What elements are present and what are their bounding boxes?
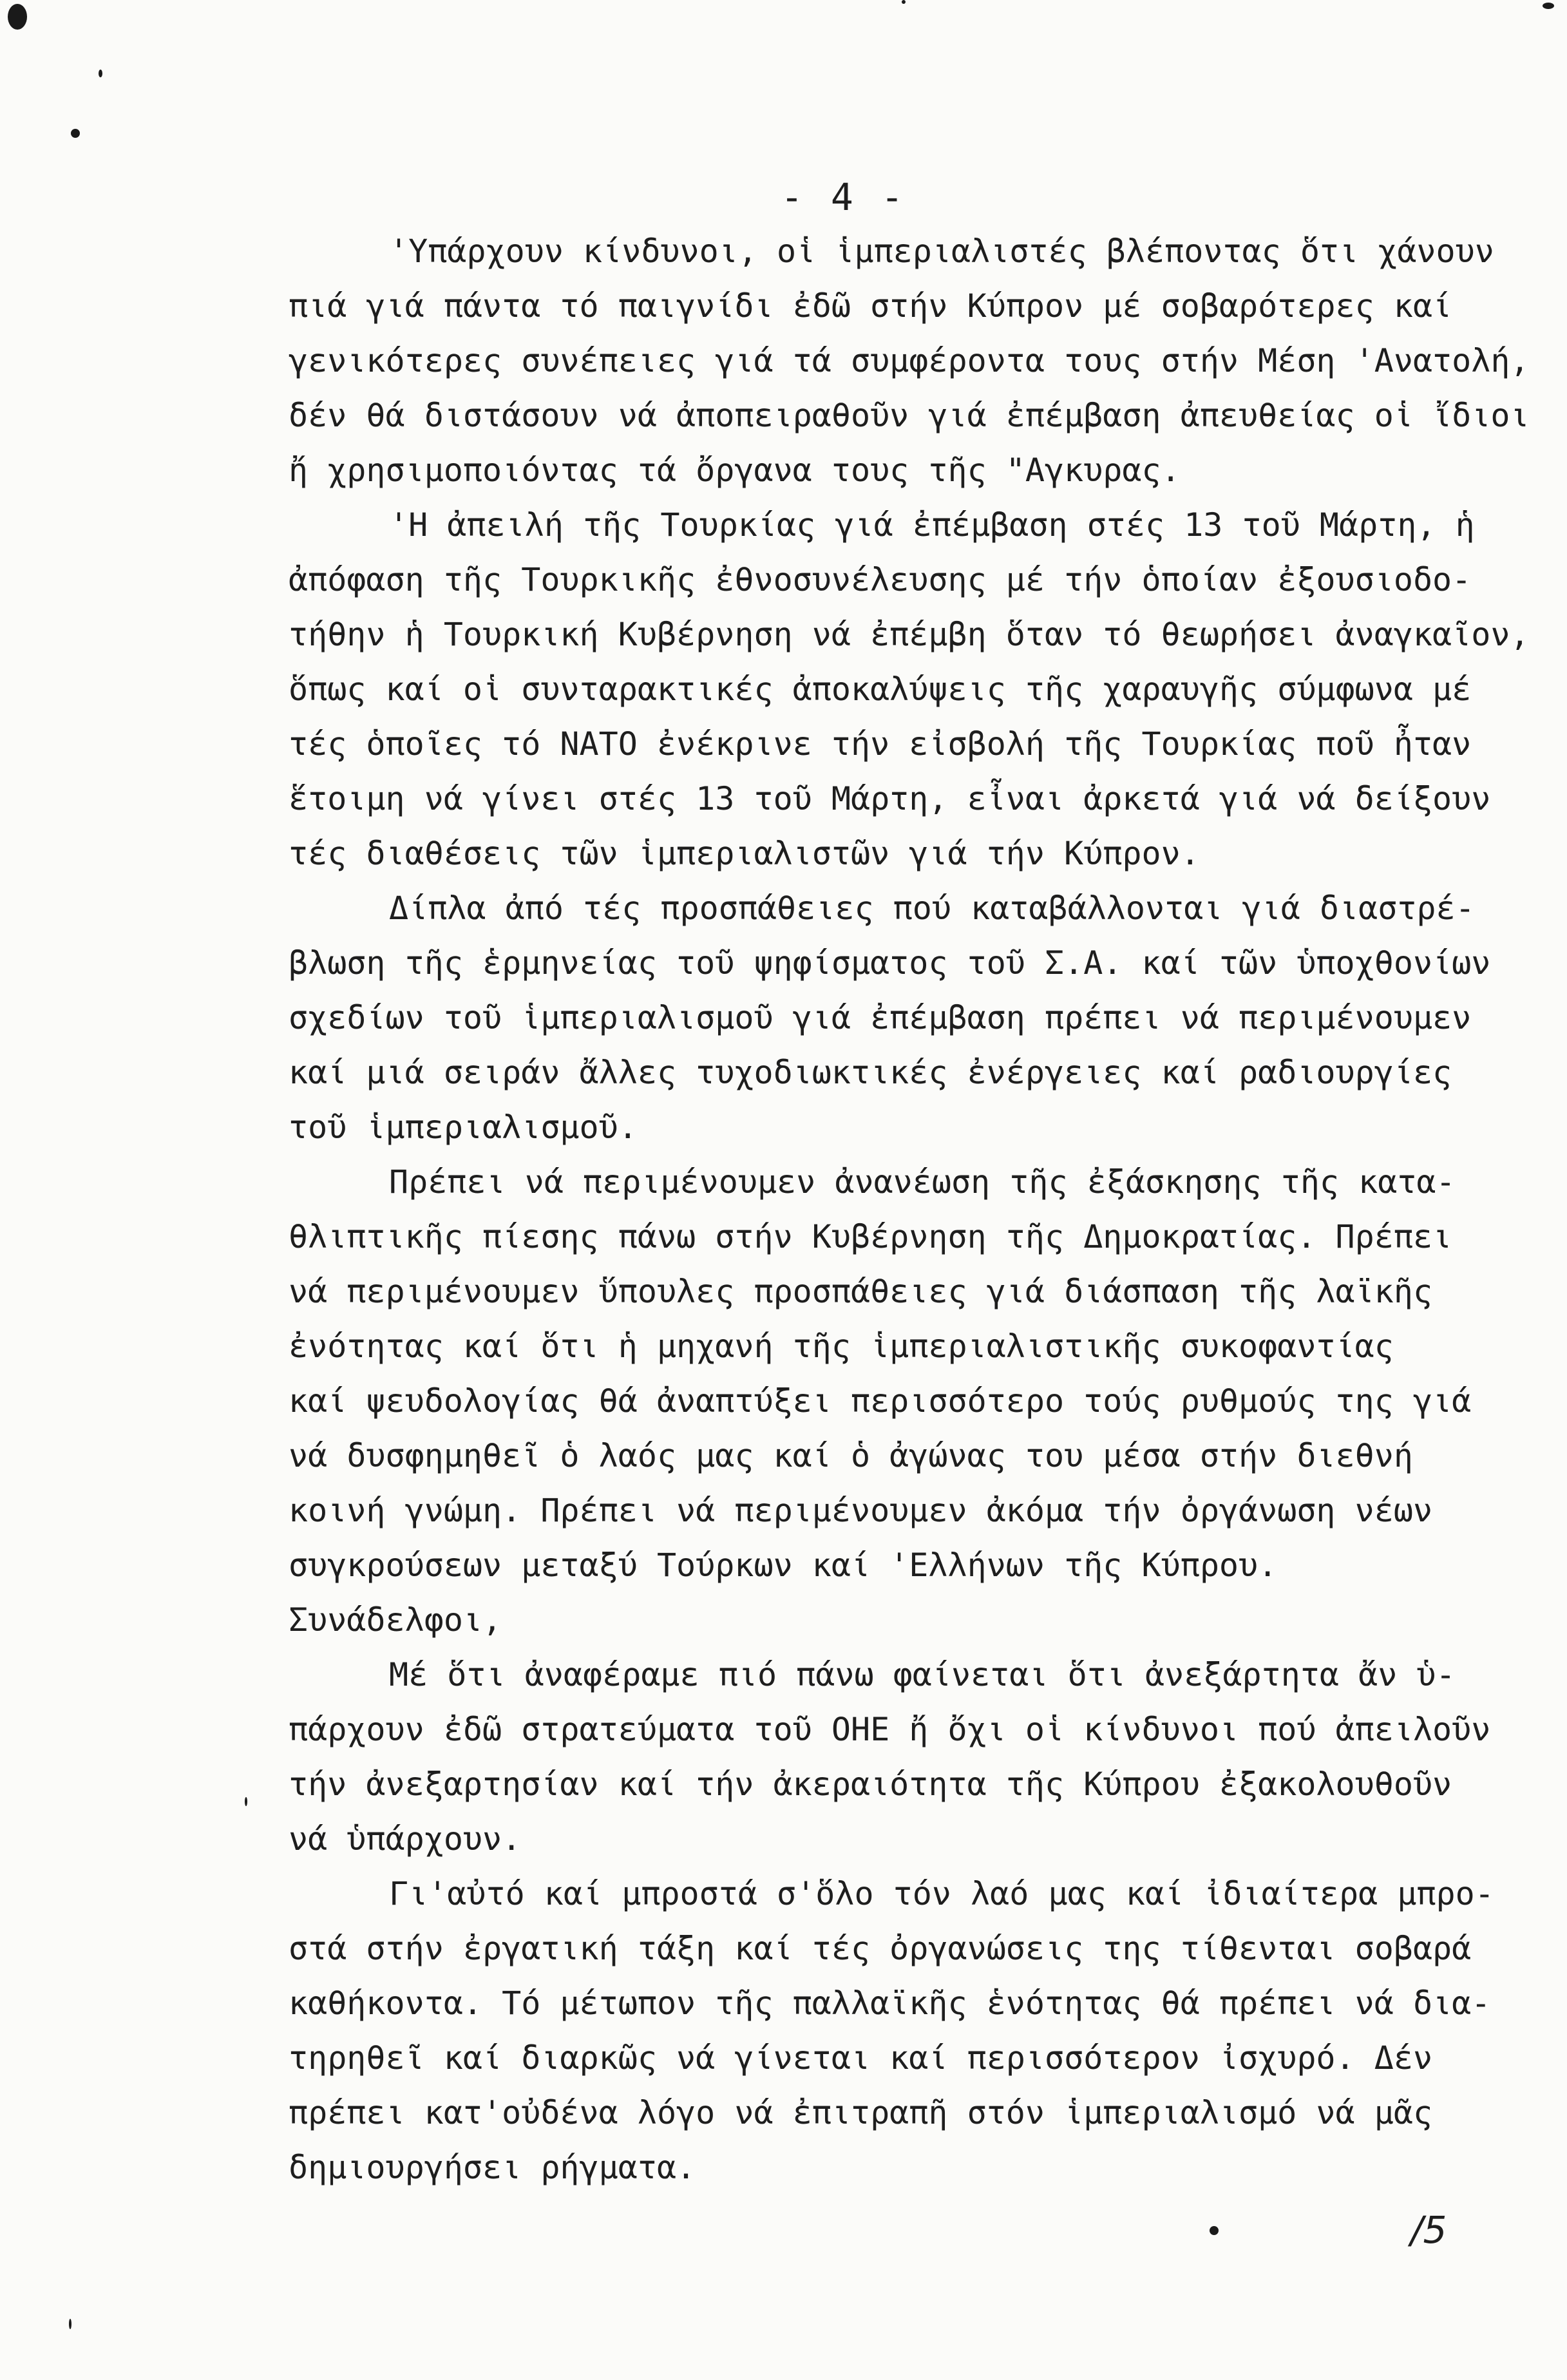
text-line: δέν θά διστάσουν νά ἀποπειραθοῦν γιά ἐπέμβαση ἀπευθείας οἱ ἴδιοι: [289, 397, 1530, 434]
text-line: Μέ ὅτι ἀναφέραμε πιό πάνω φαίνεται ὅτι ἀνεξάρτητα ἄν ὑ-: [389, 1656, 1456, 1693]
text-line: θλιπτικῆς πίεσης πάνω στήν Κυβέρνηση τῆς Δημοκρατίας. Πρέπει: [289, 1218, 1452, 1255]
text-line: ὅπως καί οἱ συνταρακτικές ἀποκαλύψεις τῆς χαραυγῆς σύμφωνα μέ: [289, 671, 1472, 708]
text-line: τήθην ἡ Τουρκική Κυβέρνηση νά ἐπέμβη ὅταν τό θεωρήσει ἀναγκαῖον,: [289, 616, 1530, 653]
text-line: νά δυσφημηθεῖ ὁ λαός μας καί ὁ ἀγώνας του μέσα στήν διεθνή: [289, 1437, 1413, 1474]
text-line: σχεδίων τοῦ ἱμπεριαλισμοῦ γιά ἐπέμβαση πρέπει νά περιμένουμεν: [289, 999, 1472, 1036]
text-line: βλωση τῆς ἑρμηνείας τοῦ ψηφίσματος τοῦ Σ.Α. καί τῶν ὑποχθονίων: [289, 944, 1491, 982]
text-line: 'Υπάρχουν κίνδυνοι, οἱ ἱμπεριαλιστές βλέποντας ὅτι χάνουν: [389, 233, 1494, 270]
text-line: δημιουργήσει ρήγματα.: [289, 2149, 696, 2186]
text-line: Γι'αὐτό καί μπροστά σ'ὅλο τόν λαό μας καί ἰδιαίτερα μπρο-: [389, 1875, 1494, 1912]
text-line: πάρχουν ἐδῶ στρατεύματα τοῦ ΟΗΕ ἤ ὄχι οἱ κίνδυνοι πού ἀπειλοῦν: [289, 1711, 1491, 1748]
text-line: γενικότερες συνέπειες γιά τά συμφέροντα τους στήν Μέση 'Ανατολή,: [289, 342, 1530, 379]
text-line: πιά γιά πάντα τό παιγνίδι ἐδῶ στήν Κύπρον μέ σοβαρότερες καί: [289, 287, 1452, 325]
text-line: τηρηθεῖ καί διαρκῶς νά γίνεται καί περισσότερον ἰσχυρό. Δέν: [289, 2039, 1433, 2077]
text-line: συγκρούσεων μεταξύ Τούρκων καί 'Ελλήνων τῆς Κύπρου.: [289, 1547, 1278, 1584]
text-line: ἤ χρησιμοποιόντας τά ὄργανα τους τῆς "Αγκυρας.: [289, 452, 1181, 489]
text-line: 'Η ἀπειλή τῆς Τουρκίας γιά ἐπέμβαση στές 13 τοῦ Μάρτη, ἡ: [389, 506, 1475, 544]
scan-speck: [1210, 2226, 1219, 2235]
scan-speck: [902, 0, 906, 4]
text-line: Πρέπει νά περιμένουμεν ἀνανέωση τῆς ἐξάσκησης τῆς κατα-: [389, 1163, 1456, 1201]
text-line: νά ὑπάρχουν.: [289, 1820, 522, 1858]
text-line: ἐνότητας καί ὅτι ἡ μηχανή τῆς ἱμπεριαλιστικῆς συκοφαντίας: [289, 1328, 1394, 1365]
text-line: κοινή γνώμη. Πρέπει νά περιμένουμεν ἀκόμα τήν ὀργάνωση νέων: [289, 1492, 1433, 1529]
text-line: τές διαθέσεις τῶν ἱμπεριαλιστῶν γιά τήν Κύπρον.: [289, 835, 1200, 872]
text-line: καί ψευδολογίας θά ἀναπτύξει περισσότερο τούς ρυθμούς της γιά: [289, 1382, 1472, 1420]
body-text: [289, 224, 1544, 2195]
text-line: Δίπλα ἀπό τές προσπάθειες πού καταβάλλονται γιά διαστρέ-: [389, 890, 1475, 927]
scan-speck: [8, 4, 27, 30]
page-number: - 4 -: [781, 175, 906, 219]
text-line: τοῦ ἱμπεριαλισμοῦ.: [289, 1109, 638, 1146]
scan-speck: [71, 129, 80, 138]
text-line: νά περιμένουμεν ὕπουλες προσπάθειες γιά διάσπαση τῆς λαϊκῆς: [289, 1273, 1433, 1310]
text-line: πρέπει κατ'οὐδένα λόγο νά ἐπιτραπῆ στόν ἱμπεριαλισμό νά μᾶς: [289, 2094, 1433, 2131]
scan-speck: [1543, 3, 1554, 9]
text-line: τήν ἀνεξαρτησίαν καί τήν ἀκεραιότητα τῆς Κύπρου ἐξακολουθοῦν: [289, 1766, 1452, 1803]
text-line: καί μιά σειράν ἄλλες τυχοδιωκτικές ἐνέργειες καί ραδιουργίες: [289, 1054, 1452, 1091]
scan-speck: [69, 2319, 71, 2329]
text-line: στά στήν ἐργατική τάξη καί τές ὀργανώσεις της τίθενται σοβαρά: [289, 1930, 1472, 1967]
text-line: ἀπόφαση τῆς Τουρκικῆς ἐθνοσυνέλευσης μέ τήν ὁποίαν ἐξουσιοδο-: [289, 561, 1472, 598]
text-line: Συνάδελφοι,: [289, 1601, 502, 1639]
scan-speck: [245, 1797, 247, 1806]
continuation-mark: /5: [1410, 2208, 1447, 2252]
scan-speck: [99, 70, 102, 77]
text-line: τές ὁποῖες τό ΝΑΤΟ ἐνέκρινε τήν εἰσβολή τῆς Τουρκίας ποῦ ἦταν: [289, 725, 1472, 763]
text-line: ἕτοιμη νά γίνει στές 13 τοῦ Μάρτη, εἶναι ἀρκετά γιά νά δείξουν: [289, 780, 1491, 817]
text-line: καθήκοντα. Τό μέτωπον τῆς παλλαϊκῆς ἑνότητας θά πρέπει νά δια-: [289, 1985, 1491, 2022]
